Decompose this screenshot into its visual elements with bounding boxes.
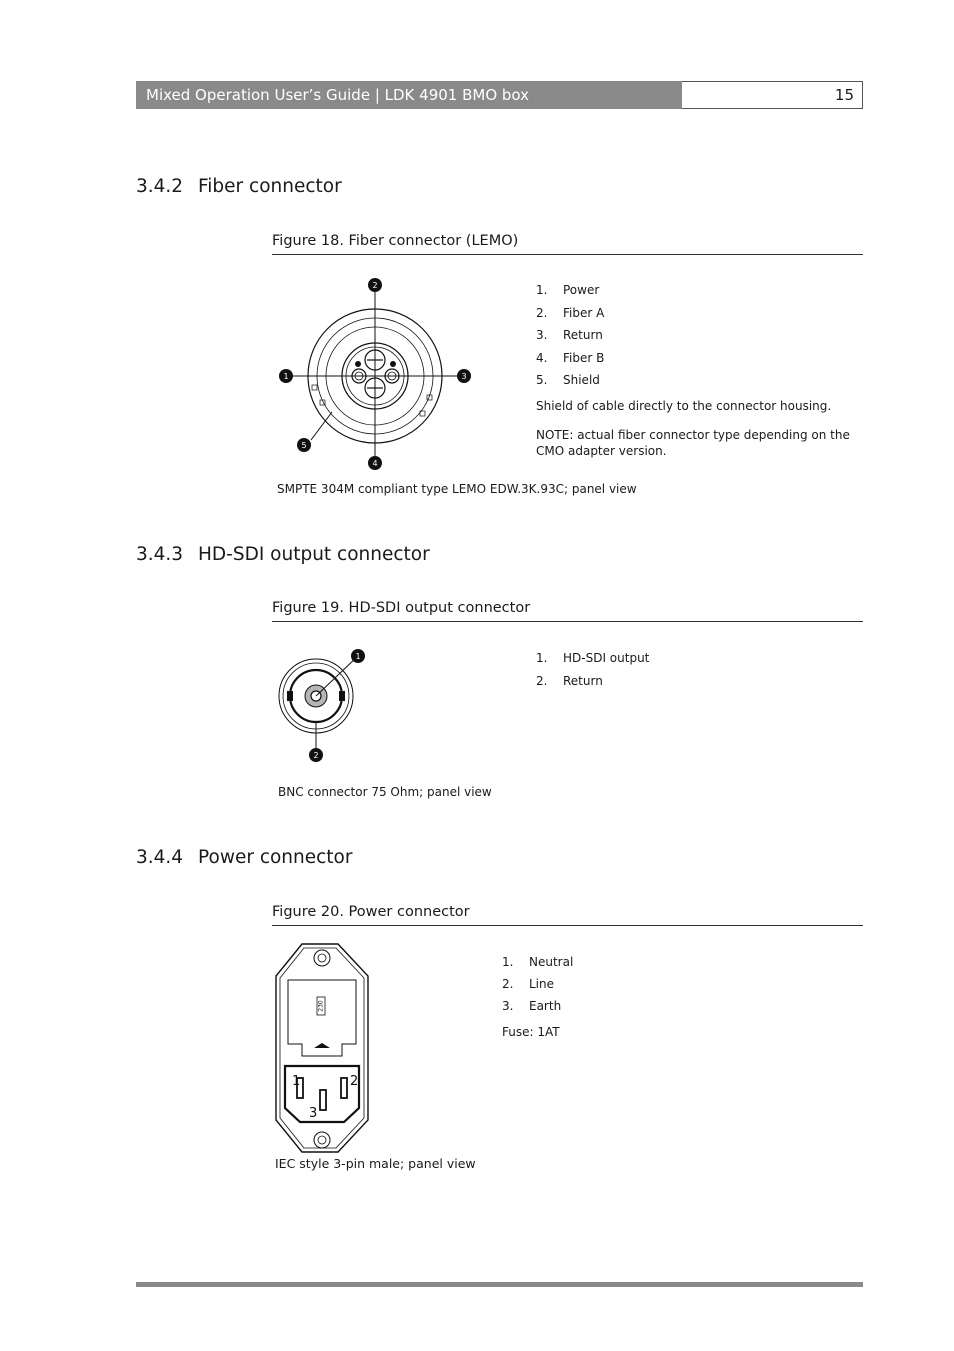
svg-text:3: 3 <box>461 372 467 381</box>
shield-note: Shield of cable directly to the connector housing. <box>536 399 832 413</box>
section-heading-fiber-connector <box>136 176 342 197</box>
list-item: 4. Fiber B <box>536 350 605 365</box>
list-item: 5. Shield <box>536 373 600 387</box>
callout-5 <box>297 438 311 452</box>
list-item: 1. Neutral <box>502 955 574 969</box>
image-caption: SMPTE 304M compliant type LEMO EDW.3K.93C; panel view <box>277 482 637 496</box>
voltage-label: 230 <box>317 1000 325 1012</box>
svg-text:2: 2 <box>372 281 378 290</box>
pin-label-3: 3 <box>309 1106 318 1121</box>
connector-type-note: NOTE: actual fiber connector type depending on the CMO adapter version. <box>536 428 850 458</box>
pin-earth <box>320 1090 326 1110</box>
svg-text:2: 2 <box>313 751 319 760</box>
image-caption: IEC style 3-pin male; panel view <box>275 1156 476 1171</box>
release-arrow-icon <box>314 1043 330 1048</box>
pin-list-fiber <box>536 283 604 396</box>
svg-text:5: 5 <box>301 441 307 450</box>
bayonet-stud <box>287 691 293 701</box>
bayonet-stud <box>339 691 345 701</box>
page-number: 15 <box>682 81 863 109</box>
callout-2 <box>368 278 382 292</box>
section-number: 3.4.2 <box>136 176 184 197</box>
figure-caption: Figure 19. HD-SDI output connector <box>272 600 863 622</box>
pin-list-hd-sdi <box>536 651 649 696</box>
list-item: 3. Return <box>536 328 603 342</box>
lemo-connector-diagram <box>272 272 482 472</box>
figure-caption: Figure 20. Power connector <box>272 904 863 926</box>
pin-line <box>341 1078 347 1098</box>
section-heading-hd-sdi-connector <box>136 544 430 565</box>
section-number: 3.4.3 <box>136 544 184 565</box>
section-title: Fiber connector <box>198 176 342 197</box>
list-item: 1. Power <box>536 283 600 297</box>
section-title: Power connector <box>198 847 353 868</box>
svg-text:4: 4 <box>372 459 378 468</box>
section-heading-power-connector <box>136 847 353 868</box>
fuse-note: Fuse: 1AT <box>502 1025 560 1039</box>
mounting-screw-icon <box>314 1132 330 1148</box>
callout-1 <box>279 369 293 383</box>
list-item: 2. Return <box>536 673 603 688</box>
section-title: HD-SDI output connector <box>198 544 430 565</box>
pin-label-1: 1 <box>292 1074 301 1089</box>
callout-2 <box>309 748 323 762</box>
image-caption: BNC connector 75 Ohm; panel view <box>278 785 492 799</box>
key-dot <box>390 361 396 367</box>
mounting-screw-icon <box>314 950 330 966</box>
footer-rule <box>136 1282 863 1287</box>
figure-caption: Figure 18. Fiber connector (LEMO) <box>272 233 863 255</box>
iec-power-connector-diagram <box>272 940 376 1156</box>
key-dot <box>355 361 361 367</box>
svg-text:1: 1 <box>355 652 361 661</box>
list-item: 2. Line <box>502 977 555 991</box>
bnc-connector-diagram <box>272 645 372 767</box>
callout-4 <box>368 456 382 470</box>
callout-1 <box>351 649 365 663</box>
svg-text:1: 1 <box>283 372 289 381</box>
pin-list-power <box>502 955 573 1021</box>
list-item: 3. Earth <box>502 999 562 1013</box>
list-item: 1. HD-SDI output <box>536 651 650 665</box>
list-item: 2. Fiber A <box>536 305 605 320</box>
pin-label-2: 2 <box>350 1074 359 1089</box>
running-header-title: Mixed Operation User’s Guide | LDK 4901 BMO box <box>136 81 682 109</box>
callout-3 <box>457 369 471 383</box>
section-number: 3.4.4 <box>136 847 184 868</box>
